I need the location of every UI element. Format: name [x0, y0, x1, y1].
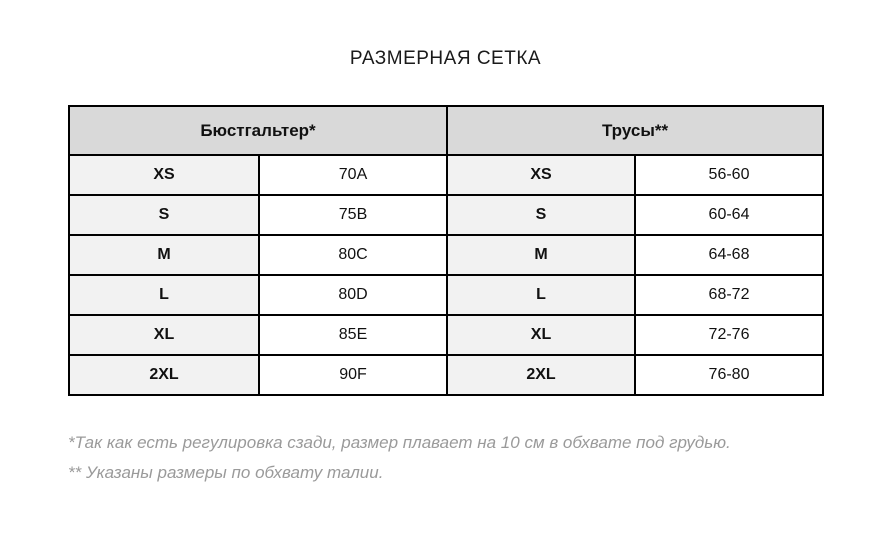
panties-size-label: 2XL — [447, 355, 635, 395]
table-row — [69, 275, 823, 315]
panties-size-value: 76-80 — [635, 355, 823, 395]
table-row — [69, 235, 823, 275]
bra-size-value: 75B — [259, 195, 447, 235]
panties-size-value: 68-72 — [635, 275, 823, 315]
footnotes — [68, 432, 858, 492]
bra-size-label: M — [69, 235, 259, 275]
panties-size-label: XL — [447, 315, 635, 355]
footnote-panties: ** Указаны размеры по обхвату талии. — [68, 463, 384, 482]
table-row — [69, 155, 823, 195]
bra-size-label: S — [69, 195, 259, 235]
panties-size-label: S — [447, 195, 635, 235]
bra-size-value: 80D — [259, 275, 447, 315]
panties-size-label: L — [447, 275, 635, 315]
panties-size-value: 72-76 — [635, 315, 823, 355]
bra-section-header: Бюстгальтер* — [69, 106, 447, 155]
panties-size-label: XS — [447, 155, 635, 195]
bra-size-label: XS — [69, 155, 259, 195]
table-header-row — [69, 106, 823, 155]
bra-size-value: 85E — [259, 315, 447, 355]
bra-size-value: 70A — [259, 155, 447, 195]
panties-size-value: 60-64 — [635, 195, 823, 235]
panties-size-value: 56-60 — [635, 155, 823, 195]
footnote-bra: *Так как есть регулировка сзади, размер плавает на 10 см в обхвате под грудью. — [68, 433, 731, 452]
panties-section-header: Трусы** — [447, 106, 823, 155]
panties-size-value: 64-68 — [635, 235, 823, 275]
bra-size-label: XL — [69, 315, 259, 355]
bra-size-value: 90F — [259, 355, 447, 395]
bra-size-label: L — [69, 275, 259, 315]
page-title: РАЗМЕРНАЯ СЕТКА — [349, 48, 542, 69]
table-row — [69, 195, 823, 235]
table-row — [69, 355, 823, 395]
table-row — [69, 315, 823, 355]
size-table — [68, 105, 824, 396]
panties-size-label: M — [447, 235, 635, 275]
bra-size-value: 80C — [259, 235, 447, 275]
bra-size-label: 2XL — [69, 355, 259, 395]
